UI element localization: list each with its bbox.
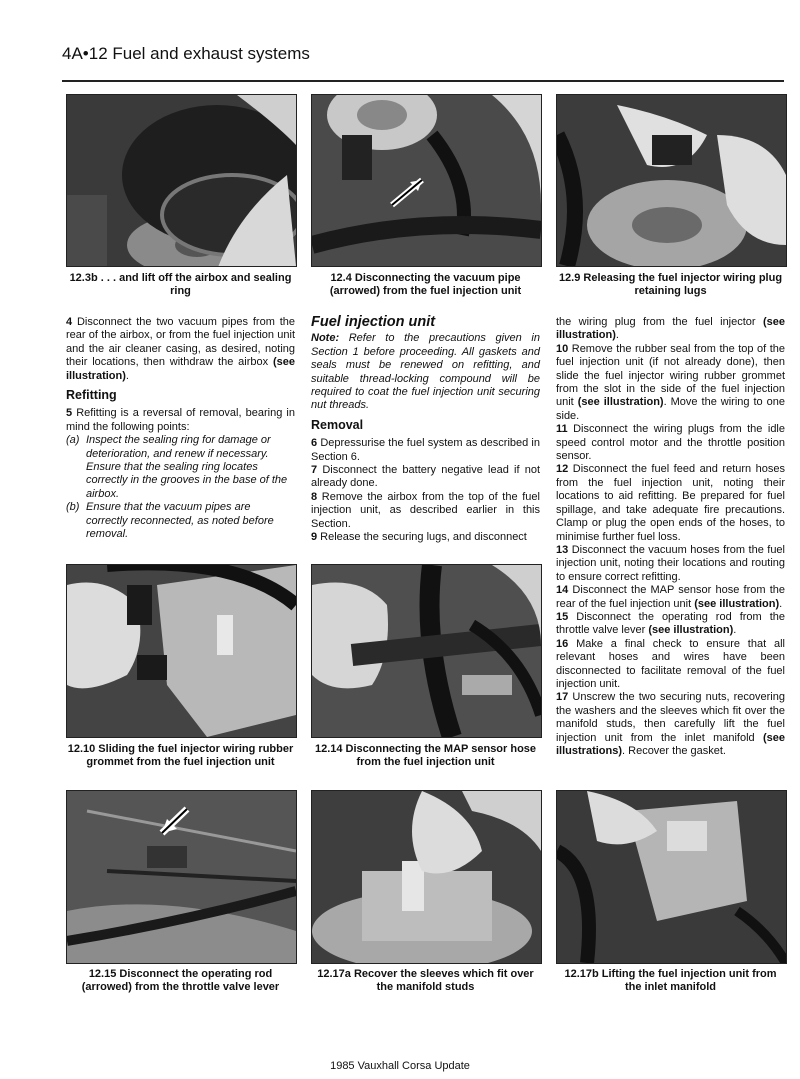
para-text: Disconnect the fuel feed and return hoses from the fuel injection unit, noting their locations to aid refitting. Be prepared for fuel spillage, and take adequate fire precautions. Clamp or plug the open ends of the hoses, to minimise further fuel loss.: [556, 463, 785, 543]
para-text: Unscrew the two securing nuts, recovering the washers and the sleeves which fit over the manifold studs, then carefully lift the fuel injection unit from the inlet manifold: [556, 691, 785, 744]
para-text: Refitting is a reversal of removal, bearing in mind the following points:: [66, 407, 295, 433]
para-text: Disconnect the two vacuum pipes from the rear of the airbox, or from the fuel injection unit and the air cleaner casing, as desired, noting their locations, then withdraw the airbox: [66, 316, 295, 369]
para-text: Disconnect the wiring plugs from the idle speed control motor and the throttle position sensor.: [556, 423, 785, 463]
page-title: 4A•12 Fuel and exhaust systems: [62, 44, 310, 63]
paragraph-5: [66, 407, 295, 434]
para-number: 14: [556, 584, 569, 597]
para-number: 6: [311, 437, 318, 450]
sub-item-text: Ensure that the vacuum pipes are correctly reconnected, as noted before removal.: [86, 501, 274, 541]
illustration-ref: (see illustration): [694, 597, 780, 610]
paragraph-10: [556, 343, 785, 423]
paragraph-15: [556, 611, 785, 638]
photo-12-9: [556, 94, 787, 267]
paragraph-11: [556, 423, 785, 463]
photo-12-10: [66, 564, 297, 738]
caption-12-3b: 12.3b . . . and lift off the airbox and sealing ring: [69, 272, 292, 297]
illustration-ref: (see illustration): [577, 396, 664, 409]
para-number: 12: [556, 463, 569, 476]
paragraph-6: [311, 437, 540, 464]
paragraph-17: [556, 691, 785, 758]
caption-12-17b: 12.17b Lifting the fuel injection unit from the inlet manifold: [564, 968, 777, 993]
illustration-ref: (see illustration): [556, 316, 785, 342]
page-footer: 1985 Vauxhall Corsa Update: [330, 1060, 470, 1072]
heading-removal: Removal: [311, 417, 364, 432]
photo-12-3b: [66, 94, 297, 267]
sub-item-b: [66, 501, 295, 541]
illustration-ref: (see illustration): [66, 356, 295, 382]
para-number: 17: [556, 691, 569, 704]
para-number: 7: [311, 464, 318, 477]
caption-12-10: 12.10 Sliding the fuel injector wiring rubber grommet from the fuel injection unit: [67, 743, 294, 768]
photo-12-17b: [556, 790, 787, 964]
heading-refitting: Refitting: [66, 388, 117, 403]
header-rule: [62, 80, 784, 82]
sub-item-label: (a): [66, 434, 80, 447]
para-text: Release the securing lugs, and disconnect: [317, 531, 527, 544]
photo-12-14: [311, 564, 542, 738]
para-number: 4: [66, 316, 73, 328]
text-column-3: [556, 316, 785, 758]
paragraph-8: [311, 491, 540, 531]
paragraph-4: [66, 316, 295, 383]
para-end: . Move the wiring to one side.: [556, 396, 785, 422]
paragraph-12: [556, 463, 785, 543]
para-number: 9: [311, 531, 318, 544]
para-text: Disconnect the vacuum hoses from the fuel injection unit, noting their locations and routing to ensure correct refitting.: [556, 543, 785, 583]
para-end: .: [125, 369, 129, 382]
para-end: .: [615, 329, 619, 342]
caption-12-17a: 12.17a Recover the sleeves which fit over the manifold studs: [317, 968, 534, 993]
para-number: 16: [556, 637, 569, 650]
sub-item-text: Inspect the sealing ring for damage or deterioration, and renew if necessary. Ensure that the sealing ring locates correctly in the grooves in the base of the airbox.: [86, 434, 288, 500]
paragraph-16: [556, 638, 785, 692]
text-column-1: [66, 316, 295, 542]
note-label: Note:: [311, 332, 340, 345]
para-number: 13: [556, 543, 569, 556]
paragraph-14: [556, 584, 785, 611]
caption-12-9: 12.9 Releasing the fuel injector wiring plug retaining lugs: [558, 272, 783, 297]
note-text: Refer to the precautions given in Section 1 before proceeding. All gaskets and seals must be renewed on refitting, and suitable thread-locking compound will be required to coat the fuel injection unit securing nut threads.: [311, 332, 540, 412]
para-number: 10: [556, 342, 569, 355]
para-text: Depressurise the fuel system as described in Section 6.: [311, 437, 540, 463]
para-number: 15: [556, 610, 569, 623]
text-column-2: [311, 316, 540, 545]
para-number: 8: [311, 490, 318, 503]
section-heading: Fuel injection unit: [311, 314, 436, 330]
para-text: Remove the airbox from the top of the fuel injection unit, as described earlier in this Section.: [311, 490, 540, 530]
sub-item-a: [66, 434, 295, 501]
para-end: .: [733, 624, 737, 637]
para-text: the wiring plug from the fuel injector: [556, 316, 763, 328]
caption-12-14: 12.14 Disconnecting the MAP sensor hose from the fuel injection unit: [314, 743, 537, 768]
paragraph-9-continued: [556, 316, 785, 343]
para-number: 5: [66, 407, 73, 420]
para-text: Disconnect the operating rod from the throttle valve lever: [556, 610, 785, 637]
photo-12-15: [66, 790, 297, 964]
para-text: Disconnect the battery negative lead if not already done.: [311, 464, 540, 490]
para-end: .: [779, 597, 783, 610]
para-text: Remove the rubber seal from the top of the fuel injection unit (if not already done), then slide the fuel injector wiring rubber grommet from the slot in the side of the fuel injection unit: [556, 342, 785, 409]
illustration-ref: (see illustration): [648, 624, 734, 637]
caption-12-4: 12.4 Disconnecting the vacuum pipe (arrowed) from the fuel injection unit: [329, 272, 522, 297]
illustration-ref: (see illustrations): [556, 731, 785, 757]
para-number: 11: [556, 423, 568, 436]
para-text: Make a final check to ensure that all relevant hoses and wires have been disconnected to facilitate removal of the fuel injection unit.: [556, 637, 785, 690]
paragraph-7: [311, 464, 540, 491]
photo-12-17a: [311, 790, 542, 964]
caption-12-15: 12.15 Disconnect the operating rod (arrowed) from the throttle valve lever: [81, 968, 280, 993]
note-paragraph: [311, 332, 540, 412]
paragraph-9: [311, 531, 540, 544]
sub-item-label: (b): [66, 501, 80, 514]
paragraph-13: [556, 544, 785, 584]
photo-12-4: [311, 94, 542, 267]
para-end: . Recover the gasket.: [622, 745, 726, 757]
para-text: Disconnect the MAP sensor hose from the rear of the fuel injection unit: [556, 584, 785, 610]
